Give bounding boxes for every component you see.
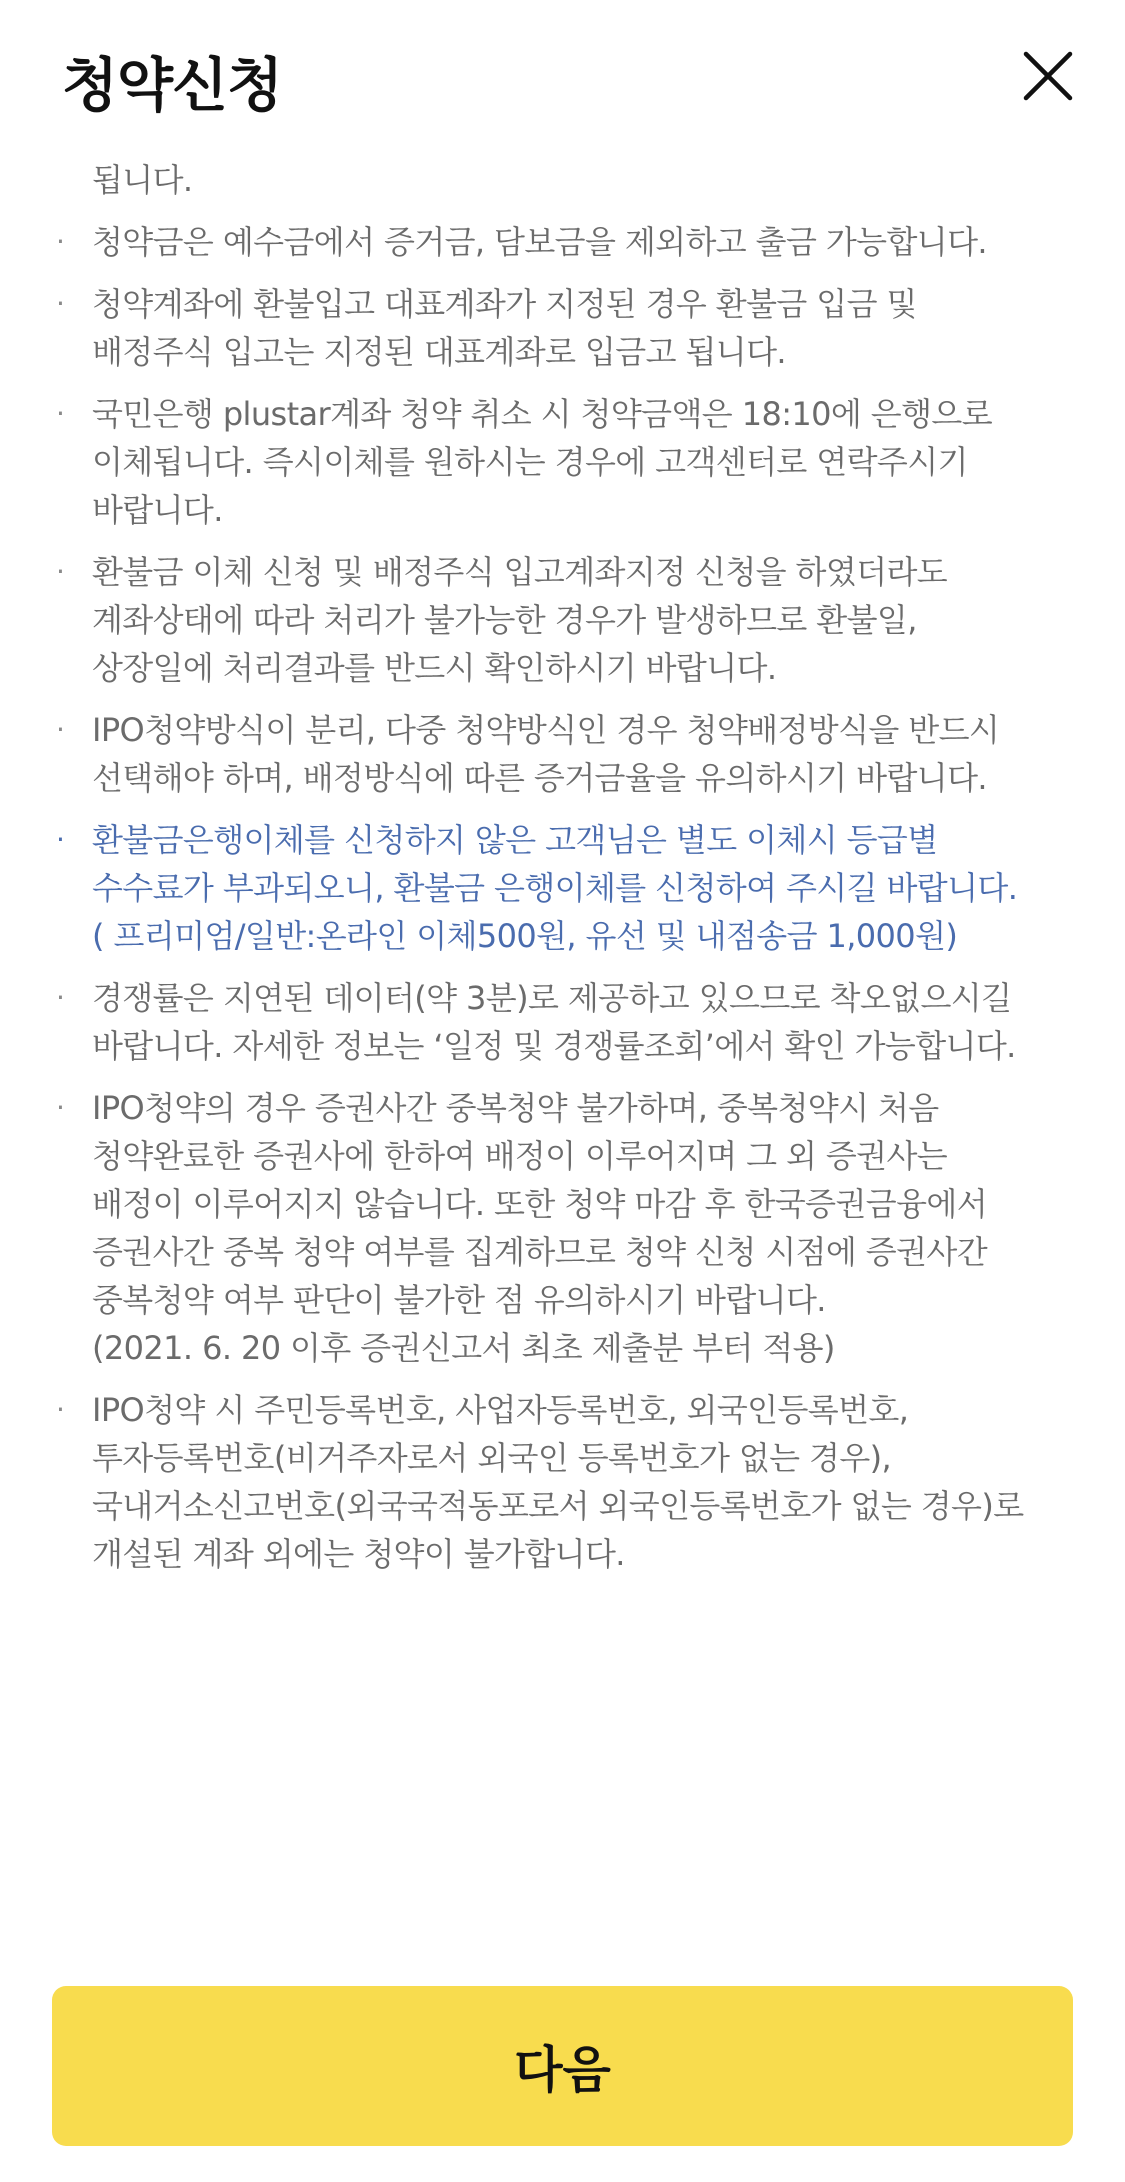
close-icon: [1020, 48, 1076, 104]
notice-text: 환불금 이체 신청 및 배정주식 입고계좌지정 신청을 하였더라도 계좌상태에 따라 처리가 불가능한 경우가 발생하므로 환불일, 상장일에 처리결과를 반드시 확인하시기 바랍니다.: [92, 553, 948, 687]
notice-text: 국민은행 plustar계좌 청약 취소 시 청약금액은 18:10에 은행으로 이체됩니다. 즉시이체를 원하시는 경우에 고객센터로 연락주시기 바랍니다.: [92, 395, 993, 529]
bullet-dot: ·: [56, 1393, 65, 1426]
notice-item-refund-transfer: [0, 548, 1125, 692]
notice-text: 경쟁률은 지연된 데이터(약 3분)로 제공하고 있으므로 착오없으시길 바랍니다. 자세한 정보는 ‘일정 및 경쟁률조회’에서 확인 가능합니다.: [92, 979, 1016, 1065]
page-title: 청약신청: [62, 51, 283, 119]
bullet-dot: ·: [56, 1091, 65, 1124]
notice-item-allocation-method: [0, 706, 1125, 802]
notice-text: 환불금은행이체를 신청하지 않은 고객님은 별도 이체시 등급별 수수료가 부과되오니, 환불금 은행이체를 신청하여 주시길 바랍니다. ( 프리미엄/일반:온라인 이체500원, 유선 및 내점송금 1,000원): [92, 821, 1018, 955]
bullet-dot: ·: [56, 225, 65, 258]
notice-text: 청약금은 예수금에서 증거금, 담보금을 제외하고 출금 가능합니다.: [92, 223, 988, 261]
notice-item-competition-rate: [0, 974, 1125, 1070]
notice-text: IPO청약방식이 분리, 다중 청약방식인 경우 청약배정방식을 반드시 선택해야 하며, 배정방식에 따른 증거금율을 유의하시기 바랍니다.: [92, 711, 1000, 797]
bullet-dot: ·: [56, 397, 65, 430]
notice-item-withdrawal: [0, 218, 1125, 266]
bullet-dot: ·: [56, 713, 65, 746]
notice-item-bank-transfer-fee: [0, 816, 1125, 960]
bullet-dot: ·: [56, 981, 65, 1014]
bullet-dot: ·: [56, 823, 65, 856]
bullet-dot: ·: [56, 287, 65, 320]
notice-text: IPO청약 시 주민등록번호, 사업자등록번호, 외국인등록번호, 투자등록번호(비거주자로서 외국인 등록번호가 없는 경우), 국내거소신고번호(외국국적동포로서 외국인등록번호가 없는 경우)로 개설된 계좌 외에는 청약이 불가합니다.: [92, 1391, 1024, 1573]
notice-scroll-area[interactable]: [0, 130, 1125, 1940]
notice-item-kb-plustar: [0, 390, 1125, 534]
notice-text: 청약계좌에 환불입고 대표계좌가 지정된 경우 환불금 입금 및 배정주식 입고는 지정된 대표계좌로 입금고 됩니다.: [92, 285, 917, 371]
bullet-dot: ·: [56, 555, 65, 588]
notice-item-refund-account: [0, 280, 1125, 376]
notice-item-duplicate-across-brokers: [0, 1084, 1125, 1372]
notice-footnote: (2021. 6. 20 이후 증권신고서 최초 제출분 부터 적용): [92, 1329, 835, 1367]
next-button[interactable]: 다음: [52, 1986, 1073, 2146]
notice-text: IPO청약의 경우 증권사간 중복청약 불가하며, 중복청약시 처음 청약완료한 증권사에 한하여 배정이 이루어지며 그 외 증권사는 배정이 이루어지지 않습니다. 또한 청약 마감 후 한국증권금융에서 증권사간 중복 청약 여부를 집계하므로 청약 신청 시점에 증권사간 중복청약 여부 판단이 불가한 점 유의하시기 바랍니다.: [92, 1089, 988, 1319]
notice-list: [0, 134, 1125, 1592]
header-bar: [0, 0, 1125, 150]
notice-item-registration-number: [0, 1386, 1125, 1578]
notice-text: 됩니다.: [92, 161, 193, 199]
close-button[interactable]: [1020, 48, 1076, 104]
